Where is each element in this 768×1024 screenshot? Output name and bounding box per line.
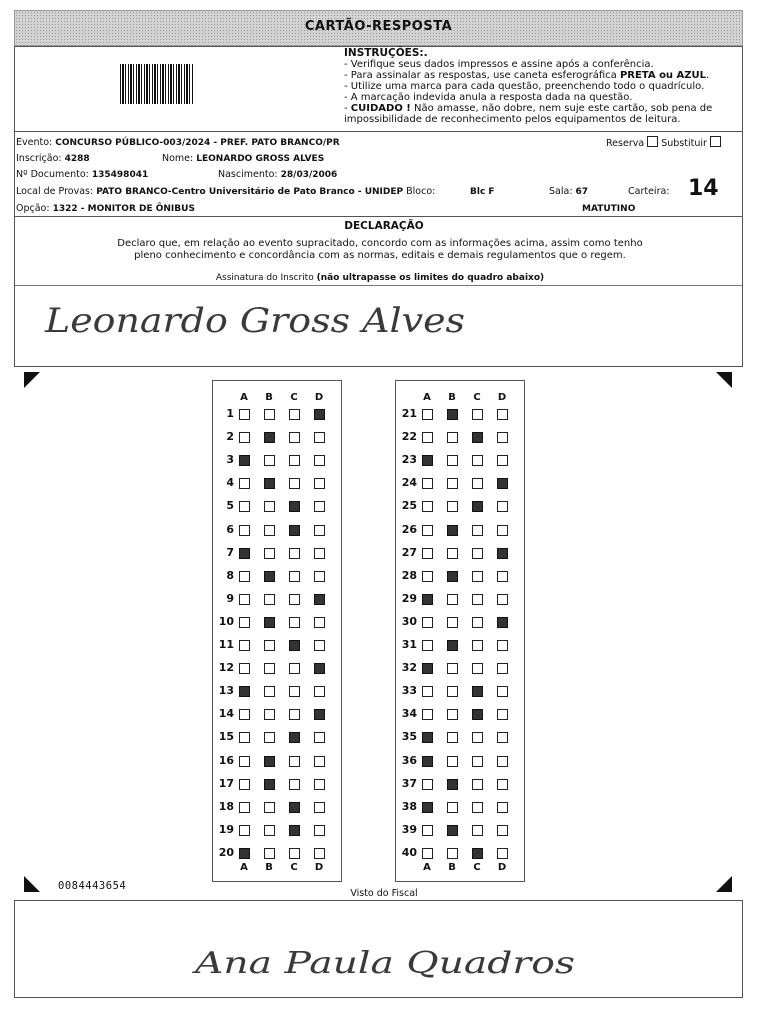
answer-bubble-q4-b[interactable]: [264, 478, 275, 489]
assinatura-note: (não ultrapasse os limites do quadro abaixo): [316, 273, 545, 283]
answer-bubble-q28-b[interactable]: [447, 571, 458, 582]
column-header-a: A: [423, 862, 431, 873]
answer-bubble-q5-c[interactable]: [289, 501, 300, 512]
answer-bubble-q25-b[interactable]: [447, 501, 458, 512]
answer-bubble-q1-c[interactable]: [289, 409, 300, 420]
answer-bubble-q23-b[interactable]: [447, 455, 458, 466]
question-number: 17: [218, 776, 234, 790]
nome-field: [162, 153, 324, 164]
answer-bubble-q1-b[interactable]: [264, 409, 275, 420]
answer-bubble-q5-d[interactable]: [314, 501, 325, 512]
answer-bubble-q8-c[interactable]: [289, 571, 300, 582]
opcao-value: 1322 - MONITOR DE ÔNIBUS: [52, 204, 195, 214]
answer-bubble-q30-c[interactable]: [472, 617, 483, 628]
column-header-d: D: [314, 392, 324, 403]
answer-bubble-q1-d[interactable]: [314, 409, 325, 420]
answer-bubble-q17-c[interactable]: [289, 779, 300, 790]
signature-text: Leonardo Gross Alves: [43, 301, 465, 341]
answer-bubble-q15-c[interactable]: [289, 732, 300, 743]
answer-bubble-q27-b[interactable]: [447, 548, 458, 559]
answer-bubble-q20-d[interactable]: [314, 848, 325, 859]
answer-bubble-q32-a[interactable]: [422, 663, 433, 674]
sheet-number: 0084443654: [58, 880, 127, 892]
answer-bubble-q5-b[interactable]: [264, 501, 275, 512]
instruction-bold: PRETA ou AZUL: [619, 70, 707, 81]
answer-bubble-q9-a[interactable]: [239, 594, 250, 605]
answer-bubble-q2-d[interactable]: [314, 432, 325, 443]
instruction-line: - A marcação indevida anula a resposta dada na questão.: [344, 92, 633, 103]
bloco-label: Bloco:: [406, 186, 436, 197]
answer-bubble-q22-d[interactable]: [497, 432, 508, 443]
question-number: 4: [226, 476, 234, 490]
answer-bubble-q18-b[interactable]: [264, 802, 275, 813]
answer-bubble-q8-b[interactable]: [264, 571, 275, 582]
column-header-c: C: [473, 862, 481, 873]
answer-bubble-q29-d[interactable]: [497, 594, 508, 605]
answer-bubble-q31-c[interactable]: [472, 640, 483, 651]
question-number: 20: [218, 845, 234, 859]
answer-bubble-q37-c[interactable]: [472, 779, 483, 790]
question-number: 40: [401, 845, 417, 859]
answer-bubble-q40-d[interactable]: [497, 848, 508, 859]
answer-bubble-q26-a[interactable]: [422, 525, 433, 536]
answer-bubble-q24-c[interactable]: [472, 478, 483, 489]
answer-bubble-q13-c[interactable]: [289, 686, 300, 697]
answer-bubble-q18-c[interactable]: [289, 802, 300, 813]
answer-bubble-q15-a[interactable]: [239, 732, 250, 743]
column-header-c: C: [473, 392, 481, 403]
answer-bubble-q36-d[interactable]: [497, 756, 508, 767]
signature-box[interactable]: [14, 285, 743, 367]
answer-bubble-q11-d[interactable]: [314, 640, 325, 651]
answer-bubble-q25-c[interactable]: [472, 501, 483, 512]
answer-bubble-q29-a[interactable]: [422, 594, 433, 605]
answer-bubble-q38-b[interactable]: [447, 802, 458, 813]
question-number: 5: [226, 499, 234, 513]
column-header-b: B: [265, 392, 273, 403]
fiscal-signature-text: Ana Paula Quadros: [191, 946, 576, 981]
question-number: 26: [401, 522, 417, 536]
column-header-c: C: [290, 862, 298, 873]
instruction-line: [344, 103, 740, 114]
instruction-bold: CUIDADO !: [350, 103, 411, 114]
answer-bubble-q33-b[interactable]: [447, 686, 458, 697]
answer-bubble-q39-d[interactable]: [497, 825, 508, 836]
answer-bubble-q10-a[interactable]: [239, 617, 250, 628]
answer-bubble-q16-a[interactable]: [239, 756, 250, 767]
answer-bubble-q12-b[interactable]: [264, 663, 275, 674]
assinatura-label: [0, 273, 760, 283]
carteira-label-field: [628, 186, 670, 197]
nascimento-value: 28/03/2006: [280, 170, 338, 180]
instruction-line: - Verifique seus dados impressos e assine após a conferência.: [344, 59, 654, 70]
answer-bubble-q15-b[interactable]: [264, 732, 275, 743]
opcao-field: [16, 203, 195, 214]
answer-bubble-q36-c[interactable]: [472, 756, 483, 767]
answer-bubble-q14-d[interactable]: [314, 709, 325, 720]
inscricao-field: [16, 153, 90, 164]
answer-bubble-q23-a[interactable]: [422, 455, 433, 466]
declaracao-line: Declaro que, em relação ao evento supracitado, concordo com as informações acima, assim como tenho: [117, 238, 643, 249]
column-header-b: B: [448, 862, 456, 873]
declaracao-text: [80, 238, 680, 262]
question-number: 21: [401, 407, 417, 420]
assinatura-label-text: Assinatura do Inscrito: [215, 273, 314, 283]
answer-bubble-q3-c[interactable]: [289, 455, 300, 466]
column-header-b: B: [265, 862, 273, 873]
question-number: 14: [218, 707, 234, 721]
declaracao-line: pleno conhecimento e concordância com as normas, editais e demais regulamentos que o regem.: [134, 250, 626, 261]
answer-bubble-q35-c[interactable]: [472, 732, 483, 743]
nome-value: LEONARDO GROSS ALVES: [196, 154, 325, 164]
answer-bubble-q20-a[interactable]: [239, 848, 250, 859]
column-header-c: C: [290, 392, 298, 403]
answer-bubble-q23-d[interactable]: [497, 455, 508, 466]
answer-bubble-q32-d[interactable]: [497, 663, 508, 674]
reserva-field: [606, 136, 721, 149]
answer-bubble-q36-b[interactable]: [447, 756, 458, 767]
answer-bubble-q24-b[interactable]: [447, 478, 458, 489]
answer-bubble-q33-c[interactable]: [472, 686, 483, 697]
column-header-a: A: [240, 392, 248, 403]
answer-bubble-q19-d[interactable]: [314, 825, 325, 836]
sala-value: 67: [575, 187, 589, 197]
answer-bubble-q21-b[interactable]: [447, 409, 458, 420]
answer-bubble-q21-c[interactable]: [472, 409, 483, 420]
substituir-checkbox[interactable]: [710, 136, 721, 147]
answer-bubble-q12-c[interactable]: [289, 663, 300, 674]
answer-bubble-q22-c[interactable]: [472, 432, 483, 443]
answer-bubble-q40-b[interactable]: [447, 848, 458, 859]
question-number: 39: [401, 822, 417, 836]
evento-value: CONCURSO PÚBLICO-003/2024 - PREF. PATO BRANCO/PR: [55, 138, 340, 148]
answer-bubble-q9-c[interactable]: [289, 594, 300, 605]
answer-bubble-q26-b[interactable]: [447, 525, 458, 536]
question-number: 28: [401, 568, 417, 582]
answer-bubble-q10-d[interactable]: [314, 617, 325, 628]
instruction-text: Não amasse, não dobre, nem suje este cartão, sob pena de: [410, 103, 713, 114]
question-number: 33: [401, 684, 417, 698]
answer-bubble-q19-b[interactable]: [264, 825, 275, 836]
opcao-label: Opção:: [16, 203, 50, 214]
answer-bubble-q10-b[interactable]: [264, 617, 275, 628]
instruction-line: - Utilize uma marca para cada questão, preenchendo todo o quadrículo.: [344, 81, 705, 92]
instruction-line: [344, 70, 740, 81]
answer-bubble-q13-b[interactable]: [264, 686, 275, 697]
answer-bubble-q19-a[interactable]: [239, 825, 250, 836]
answer-bubble-q33-d[interactable]: [497, 686, 508, 697]
documento-label: Nº Documento:: [16, 169, 89, 180]
answer-bubble-q33-a[interactable]: [422, 686, 433, 697]
answer-bubble-q30-b[interactable]: [447, 617, 458, 628]
answer-bubble-q35-a[interactable]: [422, 732, 433, 743]
corner-mark-top-right: [716, 372, 732, 388]
answer-bubble-q34-d[interactable]: [497, 709, 508, 720]
nascimento-field: [218, 169, 337, 180]
answer-bubble-q11-c[interactable]: [289, 640, 300, 651]
answer-bubble-q40-c[interactable]: [472, 848, 483, 859]
answer-bubble-q30-d[interactable]: [497, 617, 508, 628]
question-number: 34: [401, 707, 417, 721]
answer-bubble-q1-a[interactable]: [239, 409, 250, 420]
question-number: 24: [401, 476, 417, 490]
answer-bubble-q15-d[interactable]: [314, 732, 325, 743]
answer-bubble-q2-c[interactable]: [289, 432, 300, 443]
question-number: 32: [401, 661, 417, 675]
instruction-line: impossibilidade de reconhecimento pelos equipamentos de leitura.: [344, 114, 681, 125]
answer-bubble-q16-c[interactable]: [289, 756, 300, 767]
answer-bubble-q34-a[interactable]: [422, 709, 433, 720]
answer-bubble-q26-c[interactable]: [472, 525, 483, 536]
answer-bubble-q19-c[interactable]: [289, 825, 300, 836]
answer-bubble-q12-d[interactable]: [314, 663, 325, 674]
answer-bubble-q7-d[interactable]: [314, 548, 325, 559]
answer-bubble-q21-d[interactable]: [497, 409, 508, 420]
answer-bubble-q3-d[interactable]: [314, 455, 325, 466]
column-header-a: A: [240, 862, 248, 873]
carteira-label: Carteira:: [628, 186, 670, 197]
sheet-title: CARTÃO-RESPOSTA: [304, 19, 453, 34]
answer-bubble-q22-b[interactable]: [447, 432, 458, 443]
answer-bubble-q17-b[interactable]: [264, 779, 275, 790]
question-number: 2: [226, 430, 234, 444]
local-field: [16, 186, 435, 197]
answer-bubble-q38-a[interactable]: [422, 802, 433, 813]
turno-value: MATUTINO: [582, 204, 636, 214]
candidate-signature: [15, 286, 742, 366]
question-number: 15: [218, 730, 234, 744]
answer-bubble-q17-d[interactable]: [314, 779, 325, 790]
answer-bubble-q3-b[interactable]: [264, 455, 275, 466]
question-number: 10: [218, 614, 234, 628]
question-number: 3: [226, 453, 234, 467]
answer-bubble-q23-c[interactable]: [472, 455, 483, 466]
column-header-d: D: [314, 862, 324, 873]
answer-bubble-q28-c[interactable]: [472, 571, 483, 582]
answer-bubble-q31-b[interactable]: [447, 640, 458, 651]
question-number: 7: [226, 545, 234, 559]
answer-bubble-q39-c[interactable]: [472, 825, 483, 836]
question-number: 12: [218, 661, 234, 675]
answer-bubble-q20-c[interactable]: [289, 848, 300, 859]
instruction-text: - Para assinalar as respostas, use caneta esferográfica: [344, 70, 620, 81]
answer-bubble-q5-a[interactable]: [239, 501, 250, 512]
question-number: 31: [401, 638, 417, 651]
question-number: 6: [226, 522, 234, 536]
answer-bubble-q31-a[interactable]: [422, 640, 433, 651]
answer-bubble-q37-d[interactable]: [497, 779, 508, 790]
instruction-text: -: [344, 103, 351, 114]
answer-bubble-q11-a[interactable]: [239, 640, 250, 651]
answer-bubble-q26-d[interactable]: [497, 525, 508, 536]
answer-bubble-q22-a[interactable]: [422, 432, 433, 443]
answer-bubble-q17-a[interactable]: [239, 779, 250, 790]
question-number: 19: [218, 822, 234, 836]
answer-bubble-q14-c[interactable]: [289, 709, 300, 720]
answer-bubble-q38-d[interactable]: [497, 802, 508, 813]
answer-bubble-q16-d[interactable]: [314, 756, 325, 767]
instructions: [344, 48, 740, 125]
answer-bubble-q39-a[interactable]: [422, 825, 433, 836]
answer-bubble-q39-b[interactable]: [447, 825, 458, 836]
evento-label: Evento:: [16, 137, 53, 148]
question-number: 8: [226, 568, 234, 582]
answer-bubble-q21-a[interactable]: [422, 409, 433, 420]
question-number: 25: [401, 499, 417, 513]
question-number: 1: [226, 407, 234, 420]
answer-bubble-q9-b[interactable]: [264, 594, 275, 605]
question-number: 35: [401, 730, 417, 744]
answer-bubble-q25-d[interactable]: [497, 501, 508, 512]
bloco-value: Blc F: [470, 187, 495, 197]
inscricao-value: 4288: [64, 154, 90, 164]
column-header-d: D: [497, 392, 507, 403]
nome-label: Nome:: [162, 153, 194, 164]
instruction-text: .: [706, 70, 710, 81]
answer-bubble-q7-b[interactable]: [264, 548, 275, 559]
answer-bubble-q24-a[interactable]: [422, 478, 433, 489]
answer-bubble-q13-a[interactable]: [239, 686, 250, 697]
local-label: Local de Provas:: [16, 186, 94, 197]
fiscal-signature-box[interactable]: [14, 900, 743, 998]
answer-bubble-q27-a[interactable]: [422, 548, 433, 559]
question-number: 18: [218, 799, 234, 813]
question-number: 36: [401, 753, 417, 767]
question-number: 30: [401, 614, 417, 628]
sala-field: [549, 186, 588, 197]
answer-bubble-q2-a[interactable]: [239, 432, 250, 443]
fiscal-signature: [15, 901, 742, 997]
bloco-value-field: [470, 186, 495, 197]
answer-bubble-q4-a[interactable]: [239, 478, 250, 489]
inscricao-label: Inscrição:: [16, 153, 62, 164]
answer-bubble-q6-b[interactable]: [264, 525, 275, 536]
answer-bubble-q12-a[interactable]: [239, 663, 250, 674]
column-header-d: D: [497, 862, 507, 873]
answer-bubble-q6-d[interactable]: [314, 525, 325, 536]
answer-bubble-q9-d[interactable]: [314, 594, 325, 605]
answer-bubble-q38-c[interactable]: [472, 802, 483, 813]
question-number: 16: [218, 753, 234, 767]
answer-bubble-q14-b[interactable]: [264, 709, 275, 720]
reserva-checkbox[interactable]: [647, 136, 658, 147]
answer-bubble-q16-b[interactable]: [264, 756, 275, 767]
sala-label: Sala:: [549, 186, 573, 197]
answer-bubble-q31-d[interactable]: [497, 640, 508, 651]
answer-bubble-q28-a[interactable]: [422, 571, 433, 582]
visto-label: Visto do Fiscal: [350, 888, 418, 899]
answer-bubble-q28-d[interactable]: [497, 571, 508, 582]
question-number: 29: [401, 591, 417, 605]
answer-bubble-q13-d[interactable]: [314, 686, 325, 697]
answer-bubble-q29-b[interactable]: [447, 594, 458, 605]
answer-bubble-q11-b[interactable]: [264, 640, 275, 651]
answer-bubble-q40-a[interactable]: [422, 848, 433, 859]
answer-bubble-q36-a[interactable]: [422, 756, 433, 767]
answer-bubble-q3-a[interactable]: [239, 455, 250, 466]
answer-bubble-q34-b[interactable]: [447, 709, 458, 720]
divider: [14, 216, 742, 217]
answer-bubble-q25-a[interactable]: [422, 501, 433, 512]
answer-bubble-q29-c[interactable]: [472, 594, 483, 605]
answer-bubble-q35-b[interactable]: [447, 732, 458, 743]
question-number: 38: [401, 799, 417, 813]
answer-bubble-q10-c[interactable]: [289, 617, 300, 628]
answer-bubble-q14-a[interactable]: [239, 709, 250, 720]
answer-bubble-q34-c[interactable]: [472, 709, 483, 720]
instructions-heading: INSTRUÇÕES:.: [344, 47, 428, 59]
answer-bubble-q32-c[interactable]: [472, 663, 483, 674]
answer-bubble-q18-a[interactable]: [239, 802, 250, 813]
question-number: 23: [401, 453, 417, 467]
substituir-label: Substituir: [661, 138, 707, 149]
question-number: 22: [401, 430, 417, 444]
nascimento-label: Nascimento:: [218, 169, 278, 180]
documento-field: [16, 169, 148, 180]
answer-bubble-q7-c[interactable]: [289, 548, 300, 559]
documento-value: 135498041: [91, 170, 149, 180]
question-number: 13: [218, 684, 234, 698]
answer-bubble-q2-b[interactable]: [264, 432, 275, 443]
evento-field: [16, 137, 340, 148]
answer-bubble-q27-c[interactable]: [472, 548, 483, 559]
barcode: [120, 64, 194, 104]
question-number: 37: [401, 776, 417, 790]
answer-bubble-q20-b[interactable]: [264, 848, 275, 859]
answer-bubble-q37-a[interactable]: [422, 779, 433, 790]
title-bar: [14, 10, 743, 46]
corner-mark-top-left: [24, 372, 40, 388]
answer-bubble-q37-b[interactable]: [447, 779, 458, 790]
carteira-value: 14: [688, 176, 719, 201]
answer-bubble-q6-c[interactable]: [289, 525, 300, 536]
declaracao-title: DECLARAÇÃO: [344, 220, 424, 232]
answer-bubble-q30-a[interactable]: [422, 617, 433, 628]
local-value: PATO BRANCO-Centro Universitário de Pato Branco - UNIDEP: [96, 187, 404, 197]
answer-bubble-q7-a[interactable]: [239, 548, 250, 559]
answer-bubble-q32-b[interactable]: [447, 663, 458, 674]
column-header-b: B: [448, 392, 456, 403]
answer-bubble-q27-d[interactable]: [497, 548, 508, 559]
column-header-a: A: [423, 392, 431, 403]
answer-bubble-q8-a[interactable]: [239, 571, 250, 582]
answer-bubble-q24-d[interactable]: [497, 478, 508, 489]
answer-bubble-q6-a[interactable]: [239, 525, 250, 536]
question-number: 9: [226, 591, 234, 605]
answer-bubble-q8-d[interactable]: [314, 571, 325, 582]
question-number: 11: [218, 638, 234, 651]
answer-bubble-q4-c[interactable]: [289, 478, 300, 489]
answer-bubble-q4-d[interactable]: [314, 478, 325, 489]
reserva-label: Reserva: [606, 138, 645, 149]
turno-field: [582, 203, 635, 214]
answer-bubble-q18-d[interactable]: [314, 802, 325, 813]
question-number: 27: [401, 545, 417, 559]
answer-bubble-q35-d[interactable]: [497, 732, 508, 743]
